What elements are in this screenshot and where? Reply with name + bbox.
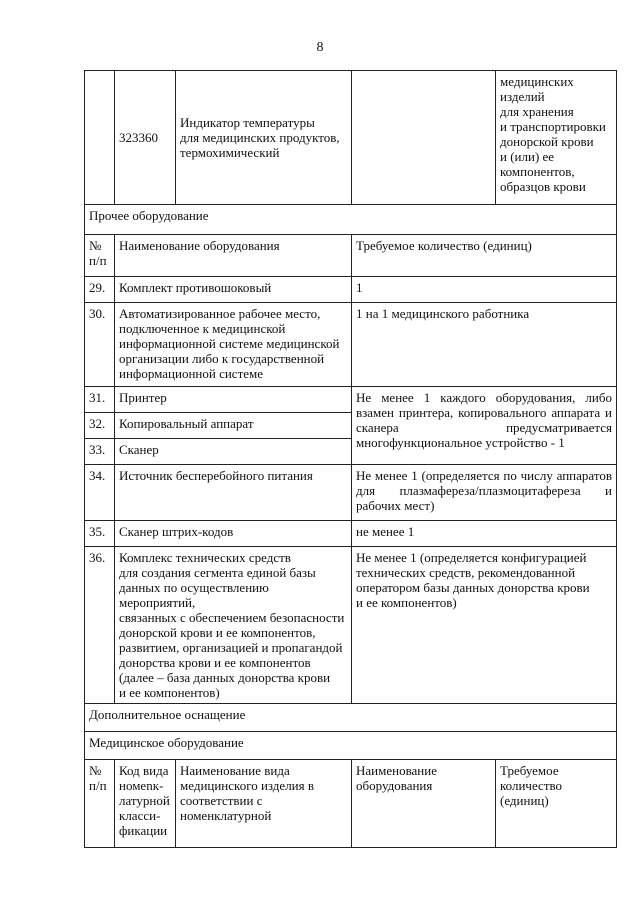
row-qty: Не менее 1 (определяется конфигурацией технических средств, рекомендованной оператором базы данных донорства крови и ее компонентов) [352,547,617,704]
table-row [85,277,617,303]
header-name: Наименование оборудования [115,235,352,277]
row-name: Комплект противошоковый [115,277,352,303]
header-qty: Требуемое количество (единиц) [496,760,617,848]
row-name: Комплекс технических средств для создания сегмента единой базы данных по осуществлению мероприятий, связанных с обеспечением безопасности донорской крови и ее компонентов, развитием, организацией и пропагандой донорства крови и ее компонентов (далее – база данных донорства крови и ее компонентов) [115,547,352,704]
header-equipment: Наименование оборудования [352,760,496,848]
header-code: Код вида номenк- латурной класси- фикации [115,760,176,848]
row-qty: 1 на 1 медицинского работника [352,303,617,387]
section-other-title: Прочее оборудование [85,205,617,235]
table-row [85,303,617,387]
section-medical-title: Медицинское оборудование [85,732,617,760]
row-name: Автоматизированное рабочее место, подключенное к медицинской информационной системе медицинской организации либо к государственной информационной системе [115,303,352,387]
name-cell: Индикатор температуры для медицинских продуктов, термохимический [176,71,352,205]
purpose-cell: медицинских изделий для хранения и транспортировки донорской крови и (или) ее компонентов, образцов крови [496,71,617,205]
row-qty: 1 [352,277,617,303]
section-row [85,732,617,760]
row-qty: не менее 1 [352,521,617,547]
row-num: 36. [85,547,115,704]
row-name: Принтер [115,387,352,413]
num-cell [85,71,115,205]
row-name: Сканер штрих-кодов [115,521,352,547]
section-row [85,205,617,235]
table-row [85,71,617,205]
empty-cell [352,71,496,205]
section-additional-title: Дополнительное оснащение [85,704,617,732]
header-row [85,760,617,848]
page-number: 8 [316,40,324,55]
header-qty: Требуемое количество (единиц) [352,235,617,277]
merged-qty: Не менее 1 каждого оборудования, либо взамен принтера, копировального аппарата и сканера предусматривается многофункциональное устройство - 1 [352,387,617,465]
row-name: Копировальный аппарат [115,413,352,439]
row-num: 30. [85,303,115,387]
row-num: 31. [85,387,115,413]
table-row [85,521,617,547]
row-num: 34. [85,465,115,521]
header-kind: Наименование вида медицинского изделия в соответствии с номенклатурной [176,760,352,848]
table-row [85,387,617,413]
header-num: № п/п [85,235,115,277]
row-num: 35. [85,521,115,547]
row-num: 32. [85,413,115,439]
table-row [85,465,617,521]
code-cell: 323360 [115,71,176,205]
section-row [85,704,617,732]
header-num: № п/п [85,760,115,848]
row-qty: Не менее 1 (определяется по числу аппаратов для плазмафереза/плазмоцитафереза и рабочих мест) [352,465,617,521]
row-name: Источник бесперебойного питания [115,465,352,521]
table-row [85,547,617,704]
row-name: Сканер [115,439,352,465]
row-num: 29. [85,277,115,303]
header-row [85,235,617,277]
equipment-table [84,70,617,848]
row-num: 33. [85,439,115,465]
